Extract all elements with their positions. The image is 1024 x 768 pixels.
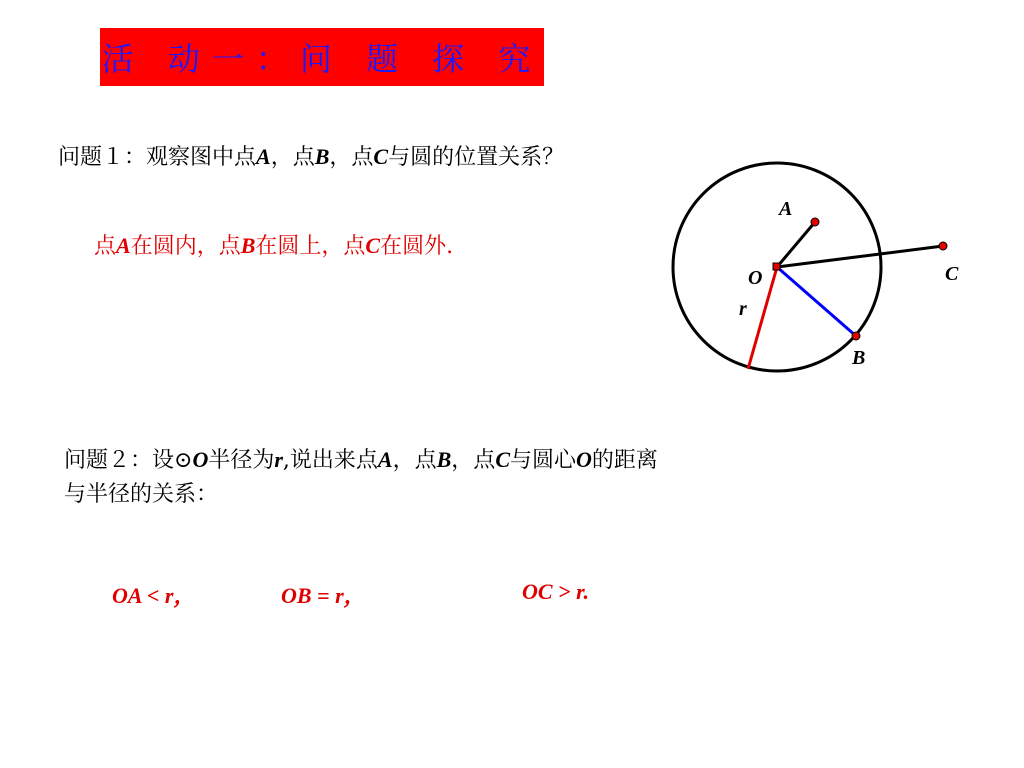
q2-p2: 半径为 [208,448,275,473]
q1-point-a: A [256,144,271,169]
point-c [939,242,947,250]
relation-oa: OA < r， [112,583,196,608]
point-a [811,218,819,226]
a1-p3: 在圆上，点 [255,234,366,259]
a1-p2: 在圆内，点 [130,234,241,259]
q1-prefix: 问题１：观察图中点 [58,145,257,170]
q2-line2: 与半径的关系： [64,482,219,507]
a1-point-b: B [240,233,256,258]
segment-oc [777,246,943,267]
q2-a: A [377,447,393,472]
answer-1 [94,229,453,260]
a1-p1: 点 [94,234,117,259]
q2-p4: ，点 [392,448,437,473]
label-r: r [739,298,747,320]
question-2 [64,443,658,512]
q1-sep1: ，点 [270,145,315,170]
q2-c: C [495,447,510,472]
q2-p7: 的距离 [591,448,658,473]
q1-point-c: C [373,144,389,169]
q2-r: r [274,447,283,472]
segment-oa [777,222,815,267]
label-a: A [779,198,793,220]
question-1 [58,140,564,171]
q2-b: B [436,447,452,472]
label-b: B [852,347,866,369]
point-o [773,263,780,270]
circle-diagram [640,150,980,390]
segment-ob [777,267,856,336]
relation-ob: OB = r， [281,583,366,608]
q2-p3: ,说出来点 [282,448,378,473]
q2-p6: 与圆心 [510,448,577,473]
label-o: O [748,267,763,289]
relation-oc: OC > r. [522,579,589,604]
q2-o: O [192,447,209,472]
q1-point-b: B [314,144,330,169]
q2-o2: O [576,447,592,472]
title-banner [100,28,544,86]
q2-line1 [64,443,658,478]
a1-point-c: C [365,233,381,258]
q2-p5: ，点 [451,448,496,473]
slide-title: 活 动一：问 题 探 究 [101,40,543,78]
q2-p1: 问题２：设⊙ [64,448,193,473]
a1-p4: 在圆外. [380,234,454,259]
q1-suffix: 与圆的位置关系？ [388,145,565,170]
q1-sep2: ，点 [329,145,374,170]
label-c: C [945,263,959,285]
a1-point-a: A [116,233,131,258]
point-b [852,332,860,340]
